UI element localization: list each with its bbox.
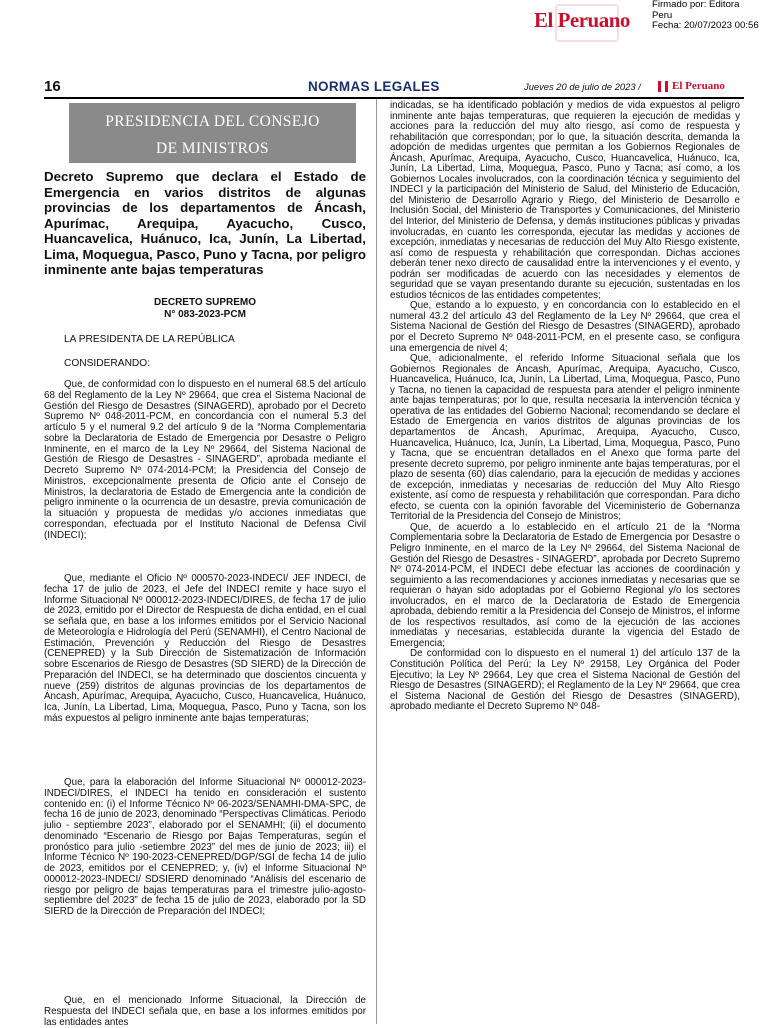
decree-type: DECRETO SUPREMO	[153, 297, 257, 308]
decree-heading	[44, 297, 366, 321]
page-number: 16	[44, 78, 61, 95]
left-paragraph: Que, en el mencionado Informe Situacional, la Dirección de Respuesta del INDECI señala que, en base a los informes emitidos por las entidades antes	[44, 995, 366, 1028]
issue-date: Jueves 20 de julio de 2023 /	[524, 81, 641, 92]
right-paragraph: De conformidad con lo dispuesto en el numeral 1) del artículo 137 de la Constitución Política del Perú; la Ley Nº 29158, Ley Orgánica del Poder Ejecutivo; la Ley Nº 29664, Ley que crea el Sistema Nacional de Gestión del Riesgo de Desastres (SINAGERD); el Reglamento de la Ley Nº 29664, que crea el Sistema Nacional de Gestión del Riesgo de Desastres (SINAGERD), aprobado mediante el Decreto Supremo Nº 048-	[390, 648, 740, 713]
left-paragraph: Que, mediante el Oficio Nº 000570-2023-INDECI/ JEF INDECI, de fecha 17 de julio de 2023, el Jefe del INDECI remite y hace suyo el Informe Situacional Nº 000012-2023-INDECI/DIRES, de fecha 17 de julio de 2023, emitido por el Director de Respuesta de dicha entidad, en el cual se señala que, en base a los informes emitidos por el Servicio Nacional de Meteorología e Hidrología del Perú (SENAMHI), el Centro Nacional de Estimación, Prevención y Reducción del Riesgo de Desastres (CENEPRED) y la Sub Dirección de Sistematización de Información sobre Escenarios de Riesgo de Desastres (SD SIERD) de la Dirección de Preparación del INDECI, se ha determinado que doscientos cincuenta y nueve (259) distritos de algunas provincias de los departamentos de Áncash, Apurímac, Arequipa, Ayacucho, Cusco, Huancavelica, Huánuco, Ica, Junín, La Libertad, Lima, Moquegua, Pasco, Puno y Tacna, son los más expuestos al peligro inminente ante bajas temperaturas;	[44, 573, 366, 724]
right-paragraph: Que, de acuerdo a lo establecido en el artículo 21 de la “Norma Complementaria sobre la Declaratoria de Estado de Emergencia por Desastre o Peligro Inminente, en el marco de la Ley Nº 29664, del Sistema Nacional de Gestión del Riesgo de Desastres - SINAGERD”, aprobada por Decreto Supremo Nº 074-2014-PCM, el INDECI debe efectuar las acciones de coordinación y seguimiento a las recomendaciones y acciones inmediatas y necesarias que se requieran o hayan sido adoptadas por el Gobierno Regional y/o los sectores involucrados, en el marco de la Declaratoria de Estado de Emergencia aprobada, debiendo remitir a la Presidencia del Consejo de Ministros, el informe de los respectivos resultados, así como de la ejecución de las acciones inmediatas y necesarias, establecida durante la vigencia del Estado de Emergencia;	[390, 521, 740, 649]
header-brand: El Peruano	[672, 80, 725, 92]
banner-line: DE MINISTROS	[156, 140, 269, 157]
right-paragraph: indicadas, se ha identificado población y medios de vida expuestos al peligro inminente ante bajas temperaturas, que requieren la ejecución de medidas y acciones para la reducción del muy alto riesgo, así como de respuesta y rehabilitación que correspondan; por lo que, la situación descrita, demanda la adopción de medidas urgentes que permitan a los Gobiernos Regionales de Áncash, Apurímac, Arequipa, Ayacucho, Cusco, Huancavelica, Huánuco, Ica, Junín, La Libertad, Lima, Moquegua, Pasco, Puno y Tacna; así como, a los Gobiernos Locales involucrados, con la coordinación técnica y seguimiento del INDECI y la participación del Ministerio de Salud, del Ministerio de Educación, del Ministerio de Desarrollo Agrario y Riego, del Ministerio de Desarrollo e Inclusión Social, del Ministerio de Transportes y Comunicaciones, del Ministerio del Interior, del Ministerio de Defensa, y demás instituciones públicas y privadas involucradas, en cuanto les corresponda, ejecutar las medidas y acciones de excepción, inmediatas y necesarias de reducción del Muy Alto Riesgo existente, así como de respuesta y rehabilitación que correspondan. Dichas acciones deberán tener nexo directo de causalidad entre la intervenciones y el evento, y podrán ser modificadas de acuerdo con las necesidades y elementos de seguridad que se vayan presentando durante su ejecución, sustentadas en los estudios técnicos de las entidades competentes;	[390, 100, 740, 301]
issuer-line: LA PRESIDENTA DE LA REPÚBLICA	[64, 334, 235, 345]
masthead	[0, 0, 768, 42]
header-rule	[44, 97, 744, 99]
section-banner-text	[69, 108, 356, 162]
decree-number: N° 083-2023-PCM	[164, 309, 246, 320]
signature-line: Fecha: 20/07/2023 00:56	[652, 20, 759, 32]
right-column	[390, 101, 740, 713]
left-paragraph: Que, de conformidad con lo dispuesto en el numeral 68.5 del artículo 68 del Reglamento de la Ley Nº 29664, que crea el Sistema Nacional de Gestión del Riesgo de Desastres (SINAGERD), aprobado por el Decreto Supremo Nº 048-2011-PCM, en concordancia con el numeral 5.3 del artículo 5 y el numeral 9.2 del artículo 9 de la “Norma Complementaria sobre la Declaratoria de Estado de Emergencia por Desastre o Peligro Inminente, en el marco de la Ley Nº 29664, del Sistema Nacional de Gestión de Riesgo de Desastres - SINAGERD”, aprobada mediante el Decreto Supremo Nº 074-2014-PCM; la Presidencia del Consejo de Ministros, excepcionalmente presenta de Oficio ante el Consejo de Ministros, la declaratoria de Estado de Emergencia ante la condición de peligro inminente o la ocurrencia de un desastre, previa comunicación de la situación y propuesta de medidas y/o acciones inmediatas que correspondan, efectuada por el Instituto Nacional de Defensa Civil (INDECI);	[44, 379, 366, 541]
digital-signature	[652, 0, 759, 32]
signature-line: Firmado por: Editora	[652, 0, 740, 10]
column-divider	[376, 99, 377, 1024]
right-paragraph: Que, adicionalmente, el referido Informe Situacional señala que los Gobiernos Regionales de Áncash, Apurímac, Arequipa, Ayacucho, Cusco, Huancavelica, Huánuco, Ica, Junín, La Libertad, Lima, Moquegua, Pasco, Puno y Tacna, no tienen la capacidad de respuesta para atender el peligro inminente ante bajas temperaturas; por lo que, resulta necesaria la intervención técnica y operativa de las entidades del Gobierno Nacional; recomendando se declare el Estado de Emergencia en varios distritos de algunas provincias de los departamentos de Áncash, Apurímac, Arequipa, Ayacucho, Cusco, Huancavelica, Huánuco, Ica, Junín, La Libertad, Lima, Moquegua, Pasco, Puno y Tacna, que se encuentran detallados en el Anexo que forma parte del presente decreto supremo, por peligro inminente ante bajas temperaturas, por el plazo de sesenta (60) días calendario, para la ejecución de medidas y acciones de excepción, inmediatas y necesarias de reducción del Muy Alto Riesgo existente, así como de respuesta y rehabilitación que correspondan. Para dicho efecto, se cuenta con la opinión favorable del Viceministerio de Gobernanza Territorial de la Presidencia del Consejo de Ministros;	[390, 353, 740, 523]
left-paragraph: Que, para la elaboración del Informe Situacional Nº 000012-2023-INDECI/DIRES, el INDECI ha tenido en consideración el sustento contenido en: (i) el Informe Técnico Nº 06-2023/SENAMHI-DMA-SPC, de fecha 16 de junio de 2023, denominado “Perspectivas Climáticas. Periodo julio - septiembre 2023”, elaborado por el SENAMHI; (ii) el documento denominado “Escenario de Riesgo por Bajas Temperaturas, según el pronóstico para julio -setiembre 2023” del mes de junio de 2023; iii) el Informe Técnico Nº 190-2023-CENEPRED/DGP/SGI de fecha 14 de julio de 2023, emitidos por el CENEPRED; y, (iv) el Informe Situacional Nº 000012-2023-INDECI/ SDSIERD denominado “Análisis del escenario de riesgo por peligro de bajas temperaturas para el trimestre julio-agosto-septiembre del 2023” de fecha 15 de julio de 2023, elaborado por la SD SIERD de la Dirección de Preparación del INDECI;	[44, 777, 366, 917]
coat-of-arms-icon	[658, 81, 668, 92]
document-title: Decreto Supremo que declara el Estado de Emergencia en varios distritos de algunas provincias de los departamentos de Áncash, Apurímac, Arequipa, Ayacucho, Cusco, Huancavelica, Huánuco, Ica, Junín, La Libertad, Lima, Moquegua, Pasco, Puno y Tacna, por peligro inminente ante bajas temperaturas	[44, 169, 366, 277]
signature-line: Peru	[652, 9, 673, 21]
considering-heading: CONSIDERANDO:	[64, 358, 151, 369]
page-header	[44, 78, 744, 98]
right-paragraph: Que, estando a lo expuesto, y en concordancia con lo establecido en el numeral 43.2 del artículo 43 del Reglamento de la Ley Nº 29664, que crea el Sistema Nacional de Gestión del Riesgo de Desastres (SINAGERD), aprobado por el Decreto Supremo Nº 048-2011-PCM, en el presente caso, se configura una emergencia de nivel 4;	[390, 300, 740, 354]
section-title: NORMAS LEGALES	[308, 79, 440, 94]
el-peruano-logo: El Peruano	[534, 8, 630, 32]
banner-line: PRESIDENCIA DEL CONSEJO	[105, 113, 320, 130]
